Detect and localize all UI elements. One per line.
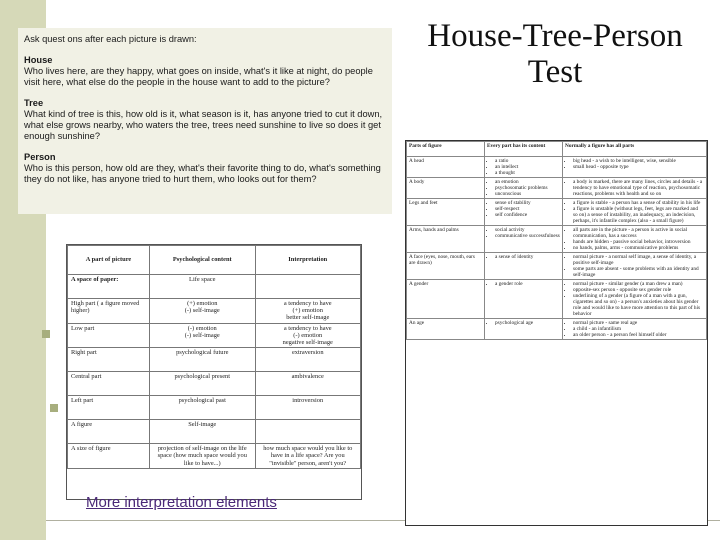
list-item: • unconscious bbox=[495, 191, 560, 197]
list-item: • a sense of identity bbox=[495, 254, 560, 260]
bullet-list bbox=[487, 320, 560, 326]
table-cell: a tendency to have (-) emotion negative self-image bbox=[255, 323, 361, 348]
table-cell bbox=[563, 319, 707, 340]
bullet-list bbox=[487, 158, 560, 176]
bullet-list bbox=[565, 281, 704, 317]
figure-parts-table-image bbox=[405, 140, 708, 526]
table-cell bbox=[485, 319, 563, 340]
table-cell: psychological past bbox=[150, 396, 255, 420]
list-item: • a ratio bbox=[495, 158, 560, 164]
list-item: • self-respect bbox=[495, 206, 560, 212]
table-cell: Central part bbox=[68, 372, 150, 396]
table-cell bbox=[563, 199, 707, 226]
table-cell bbox=[563, 253, 707, 280]
bullet-list bbox=[487, 254, 560, 260]
table-cell bbox=[485, 226, 563, 253]
questions-box bbox=[18, 28, 392, 214]
table-cell bbox=[563, 157, 707, 178]
decor-square bbox=[42, 330, 50, 338]
table-cell: A head bbox=[407, 157, 485, 178]
list-item: • some parts are absent - some problems with an identity and self-image bbox=[573, 266, 704, 278]
table-header: Parts of figure bbox=[407, 142, 485, 157]
person-section bbox=[24, 152, 386, 185]
table-row bbox=[407, 157, 707, 178]
table-cell: Low part bbox=[68, 323, 150, 348]
decor-square bbox=[50, 404, 58, 412]
table-header: A part of picture bbox=[68, 246, 150, 275]
list-item: • small head - opposite type bbox=[573, 164, 704, 170]
tree-heading: Tree bbox=[24, 98, 44, 108]
table-cell: Legs and feet bbox=[407, 199, 485, 226]
table-cell: psychological future bbox=[150, 348, 255, 372]
table-header: Interpretation bbox=[255, 246, 361, 275]
table-row bbox=[407, 319, 707, 340]
bullet-list bbox=[565, 227, 704, 251]
slide-title: House-Tree-Person Test bbox=[427, 18, 683, 90]
list-item: • underlining of a gender (a figure of a man with a gun, cigarettes and so on) - a person's anxieties about his gender role and would like to have more attention to this part of his behavior bbox=[573, 293, 704, 317]
list-item: • an intellect bbox=[495, 164, 560, 170]
bullet-list bbox=[487, 179, 560, 197]
bullet-list bbox=[487, 227, 560, 239]
table-row bbox=[68, 348, 361, 372]
list-item: • a figure is unstable (without legs, feet, legs are marked and so on) a sense of instability, an inadequacy, an indecision, perhaps, it's infantile complex (also - a small figure) bbox=[573, 206, 704, 224]
bullet-list bbox=[565, 320, 704, 338]
table-cell: Left part bbox=[68, 396, 150, 420]
bullet-list bbox=[487, 200, 560, 218]
table-row bbox=[68, 420, 361, 444]
table-cell: psychological present bbox=[150, 372, 255, 396]
table-cell bbox=[485, 253, 563, 280]
list-item: • normal picture - same real age bbox=[573, 320, 704, 326]
list-item: • psychosomatic problems bbox=[495, 185, 560, 191]
list-item: • a gender role bbox=[495, 281, 560, 287]
table-cell bbox=[485, 157, 563, 178]
table-row bbox=[68, 299, 361, 324]
table-cell: A size of figure bbox=[68, 444, 150, 469]
table-row bbox=[68, 444, 361, 469]
table-cell: A figure bbox=[68, 420, 150, 444]
list-item: • an older person - a person feel himself older bbox=[573, 332, 704, 338]
table-cell: projection of self-image on the life space (how much space would you like to have...) bbox=[150, 444, 255, 469]
list-item: • big head - a wish to be intelligent, wise, sensible bbox=[573, 158, 704, 164]
bullet-list bbox=[487, 281, 560, 287]
table-header: Every part has its content bbox=[485, 142, 563, 157]
list-item: • all parts are in the picture - a person is active in social communication, has a success bbox=[573, 227, 704, 239]
table-row bbox=[407, 253, 707, 280]
list-item: • normal picture - similar gender (a man drew a man) bbox=[573, 281, 704, 287]
table-row bbox=[68, 323, 361, 348]
table-cell: High part ( a figure moved higher) bbox=[68, 299, 150, 324]
list-item: • normal picture - a normal self image, a sense of identity, a positive self-image bbox=[573, 254, 704, 266]
table-cell: extraversion bbox=[255, 348, 361, 372]
list-item: • sense of stability bbox=[495, 200, 560, 206]
table-cell bbox=[563, 178, 707, 199]
table-cell: Life space bbox=[150, 275, 255, 299]
table-cell: A gender bbox=[407, 280, 485, 319]
list-item: • social activity bbox=[495, 227, 560, 233]
interpretation-table bbox=[67, 245, 361, 469]
person-text: Who is this person, how old are they, what's their favorite thing to do, what's something they do not like, has anyone tried to hurt them, who looks out for them? bbox=[24, 163, 381, 184]
table-header: Normally a figure has all parts bbox=[563, 142, 707, 157]
table-cell: a tendency to have (+) emotion better self-image bbox=[255, 299, 361, 324]
list-item: • communicative successfulness bbox=[495, 233, 560, 239]
table-cell bbox=[485, 199, 563, 226]
house-heading: House bbox=[24, 55, 53, 65]
tree-section bbox=[24, 98, 386, 142]
table-cell bbox=[485, 178, 563, 199]
table-cell: A body bbox=[407, 178, 485, 199]
table-header: Psychological content bbox=[150, 246, 255, 275]
table-row bbox=[68, 372, 361, 396]
table-row bbox=[68, 275, 361, 299]
table-cell: Self-image bbox=[150, 420, 255, 444]
table-cell: (-) emotion (-) self-image bbox=[150, 323, 255, 348]
more-interpretation-link[interactable]: More interpretation elements bbox=[86, 494, 277, 511]
list-item: • a body is marked, there are many lines, circles and details - a tendency to have emotional type of reaction, psychosomatic reactions, problems with health and so on bbox=[573, 179, 704, 197]
table-row bbox=[407, 280, 707, 319]
table-row bbox=[68, 396, 361, 420]
list-item: • no hands, palms, arms - communicative problems bbox=[573, 245, 704, 251]
table-cell bbox=[485, 280, 563, 319]
table-cell: how much space would you like to have in a life space? Are you "invisible" person, aren't you? bbox=[255, 444, 361, 469]
table-row bbox=[407, 199, 707, 226]
bullet-list bbox=[565, 254, 704, 278]
list-item: • a figure is stable - a person has a sense of stability in his life bbox=[573, 200, 704, 206]
table-cell: A face (eyes, nose, mouth, ears are drawn) bbox=[407, 253, 485, 280]
table-row bbox=[407, 178, 707, 199]
bullet-list bbox=[565, 200, 704, 224]
table-cell bbox=[255, 275, 361, 299]
questions-intro: Ask quest ons after each picture is drawn: bbox=[24, 34, 197, 44]
list-item: • self confidence bbox=[495, 212, 560, 218]
list-item: • a child - an infantilism bbox=[573, 326, 704, 332]
table-cell bbox=[563, 226, 707, 253]
list-item: • an emotion bbox=[495, 179, 560, 185]
figure-parts-table bbox=[406, 141, 707, 340]
bullet-list bbox=[565, 158, 704, 170]
table-row bbox=[407, 226, 707, 253]
tree-text: What kind of tree is this, how old is it, what season is it, has anyone tried to cut it down, what else grows nearby, who waters the tree, trees need sunshine to live so does it get enough sunshine? bbox=[24, 109, 383, 141]
house-section bbox=[24, 55, 386, 88]
table-cell: An age bbox=[407, 319, 485, 340]
house-text: Who lives here, are they happy, what goes on inside, what's it like at night, do people visit here, what else do the people in the house want to add to the picture? bbox=[24, 66, 373, 87]
table-cell: introversion bbox=[255, 396, 361, 420]
interpretation-table-image bbox=[66, 244, 362, 500]
list-item: • psychological age bbox=[495, 320, 560, 326]
list-item: • a thought bbox=[495, 170, 560, 176]
table-cell bbox=[255, 420, 361, 444]
table-cell: A space of paper: bbox=[68, 275, 150, 299]
bullet-list bbox=[565, 179, 704, 197]
table-cell: Arms, hands and palms bbox=[407, 226, 485, 253]
list-item: • opposite-sex person - opposite sex gender role bbox=[573, 287, 704, 293]
table-cell: Right part bbox=[68, 348, 150, 372]
table-cell: ambivalence bbox=[255, 372, 361, 396]
table-cell: (+) emotion (-) self-image bbox=[150, 299, 255, 324]
table-cell bbox=[563, 280, 707, 319]
list-item: • hands are hidden - passive social behavior, introversion bbox=[573, 239, 704, 245]
person-heading: Person bbox=[24, 152, 56, 162]
